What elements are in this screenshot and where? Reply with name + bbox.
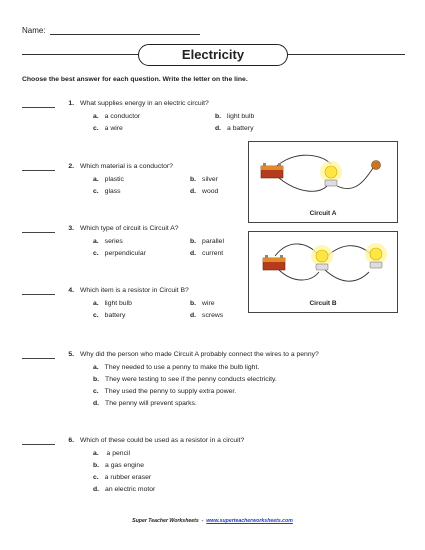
page-title: Electricity [138, 44, 288, 66]
footer-url-link[interactable]: www.superteacherworksheets.com [206, 518, 293, 524]
answer-blank[interactable] [22, 107, 55, 108]
battery-icon [263, 255, 285, 270]
light-bulb-icon [365, 243, 387, 268]
option-b: b. a gas engine [93, 462, 144, 469]
question-number: 2. [68, 163, 74, 170]
instructions: Choose the best answer for each question. Write the letter on the line. [22, 76, 248, 83]
light-bulb-icon [311, 245, 333, 270]
question-text: Which type of circuit is Circuit A? [80, 225, 179, 232]
option-a: a. a pencil [93, 450, 130, 457]
option-a: a. They needed to use a penny to make the bulb light. [93, 364, 260, 371]
footer-separator: - [201, 518, 204, 524]
option-c: c. battery [93, 312, 126, 319]
option-c: c. a wire [93, 125, 123, 132]
option-d: d. screws [190, 312, 224, 319]
question-text: Which item is a resistor in Circuit B? [80, 287, 189, 294]
option-d: d. wood [190, 188, 219, 195]
answer-blank[interactable] [22, 358, 55, 359]
option-b: b. They were testing to see if the penny conducts electricity. [93, 376, 277, 383]
option-c: c. a rubber eraser [93, 474, 152, 481]
question-number: 5. [68, 351, 74, 358]
option-d: d. current [190, 250, 224, 257]
question-text: Which of these could be used as a resistor in a circuit? [80, 437, 245, 444]
circuit-b-illustration [249, 232, 399, 302]
name-line[interactable] [50, 27, 200, 35]
name-row [22, 26, 200, 35]
question-number: 1. [68, 100, 74, 107]
option-b: b. silver [190, 176, 218, 183]
answer-blank[interactable] [22, 232, 55, 233]
battery-icon [261, 163, 283, 178]
question-text: Which material is a conductor? [80, 163, 173, 170]
option-a: a. series [93, 238, 123, 245]
option-b: b. light bulb [215, 113, 255, 120]
option-a: a. light bulb [93, 300, 132, 307]
option-c: c. glass [93, 188, 121, 195]
option-d: d. a battery [215, 125, 254, 132]
option-d: d. an electric motor [93, 486, 156, 493]
question-text: Why did the person who made Circuit A probably connect the wires to a penny? [80, 351, 319, 358]
question-number: 6. [68, 437, 74, 444]
answer-blank[interactable] [22, 170, 55, 171]
option-a: a. plastic [93, 176, 124, 183]
option-b: b. parallel [190, 238, 224, 245]
answer-blank[interactable] [22, 294, 55, 295]
name-label: Name: [22, 26, 46, 35]
footer [0, 518, 425, 524]
circuit-b-label: Circuit B [309, 300, 337, 307]
circuit-a-illustration [249, 142, 399, 212]
option-c: c. They used the penny to supply extra power. [93, 388, 237, 395]
question-text: What supplies energy in an electric circuit? [80, 100, 209, 107]
answer-blank[interactable] [22, 444, 55, 445]
option-c: c. perpendicular [93, 250, 146, 257]
question-number: 4. [68, 287, 74, 294]
footer-brand: Super Teacher Worksheets [132, 518, 199, 524]
circuit-a-figure [248, 141, 398, 223]
light-bulb-icon [320, 161, 342, 186]
option-d: d. The penny will prevent sparks. [93, 400, 197, 407]
circuit-a-label: Circuit A [309, 210, 337, 217]
option-b: b. wire [190, 300, 215, 307]
question-number: 3. [68, 225, 74, 232]
circuit-b-figure [248, 231, 398, 313]
penny-icon [372, 161, 381, 170]
option-a: a. a conductor [93, 113, 141, 120]
